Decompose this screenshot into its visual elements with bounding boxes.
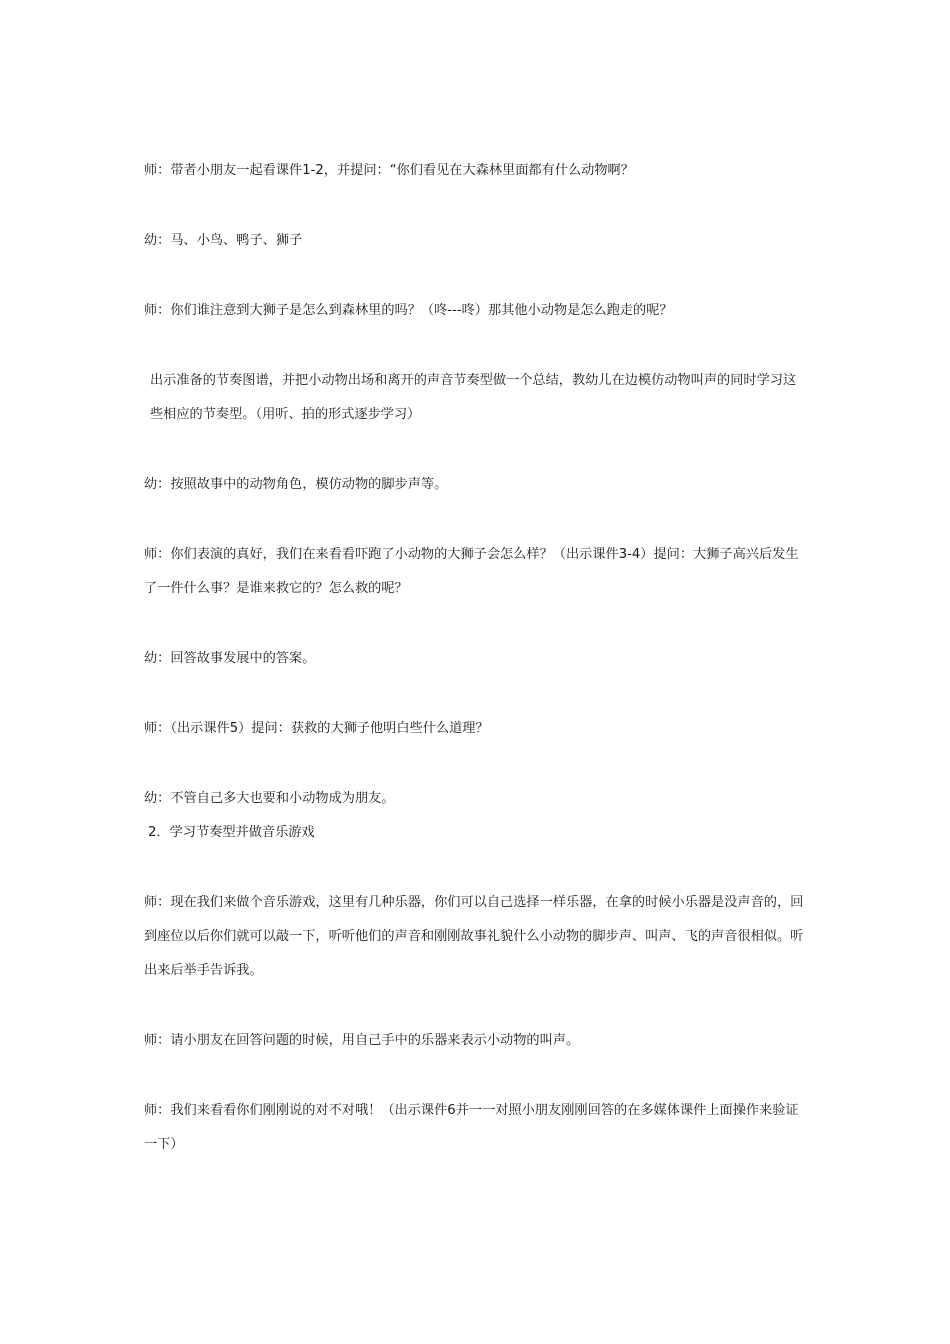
paragraph-teacher-question-1: 师：带者小朋友一起看课件1-2，并提问：“你们看见在大森林里面都有什么动物啊？ — [144, 163, 634, 178]
section-heading-2: 2．学习节奏型并做音乐游戏 — [148, 825, 315, 840]
paragraph-child-answer-2: 幼：按照故事中的动物角色，模仿动物的脚步声等。 — [144, 477, 448, 492]
paragraph-child-answer-3: 幼：回答故事发展中的答案。 — [144, 651, 316, 666]
paragraph-verify-answers: 师：我们来看看你们刚刚说的对不对哦！（出示课件6并一一对照小朋友刚刚回答的在多媒体课件上面操作来验证一下） — [144, 1103, 799, 1152]
paragraph-child-answer-4: 幼：不管自己多大也要和小动物成为朋友。 — [144, 791, 395, 806]
paragraph-teacher-question-3: 师：你们表演的真好，我们在来看看吓跑了小动物的大狮子会怎么样？（出示课件3-4）提问：大狮子高兴后发生了一件什么事？是谁来救它的？怎么救的呢？ — [144, 547, 799, 596]
paragraph-child-answer-1: 幼：马、小鸟、鸭子、狮子 — [144, 233, 303, 248]
paragraph-music-game: 师：现在我们来做个音乐游戏，这里有几种乐器，你们可以自己选择一样乐器，在拿的时候小乐器是没声音的，回到座位以后你们就可以敲一下，听听他们的声音和刚刚故事礼貌什么小动物的脚步声、叫声、飞的声音很相似。听出来后举手告诉我。 — [144, 895, 804, 978]
paragraph-instrument-answer: 师：请小朋友在回答问题的时候，用自己手中的乐器来表示小动物的叫声。 — [144, 1033, 580, 1048]
paragraph-teacher-question-4: 师：（出示课件5）提问：获救的大狮子他明白些什么道理？ — [144, 721, 489, 736]
paragraph-rhythm-instruction: 出示准备的节奏图谱，并把小动物出场和离开的声音节奏型做一个总结，教幼儿在边模仿动物叫声的同时学习这些相应的节奏型。（用听、拍的形式逐步学习） — [150, 373, 797, 422]
paragraph-teacher-question-2: 师：你们谁注意到大狮子是怎么到森林里的吗？（咚---咚）那其他小动物是怎么跑走的呢？ — [144, 303, 673, 318]
